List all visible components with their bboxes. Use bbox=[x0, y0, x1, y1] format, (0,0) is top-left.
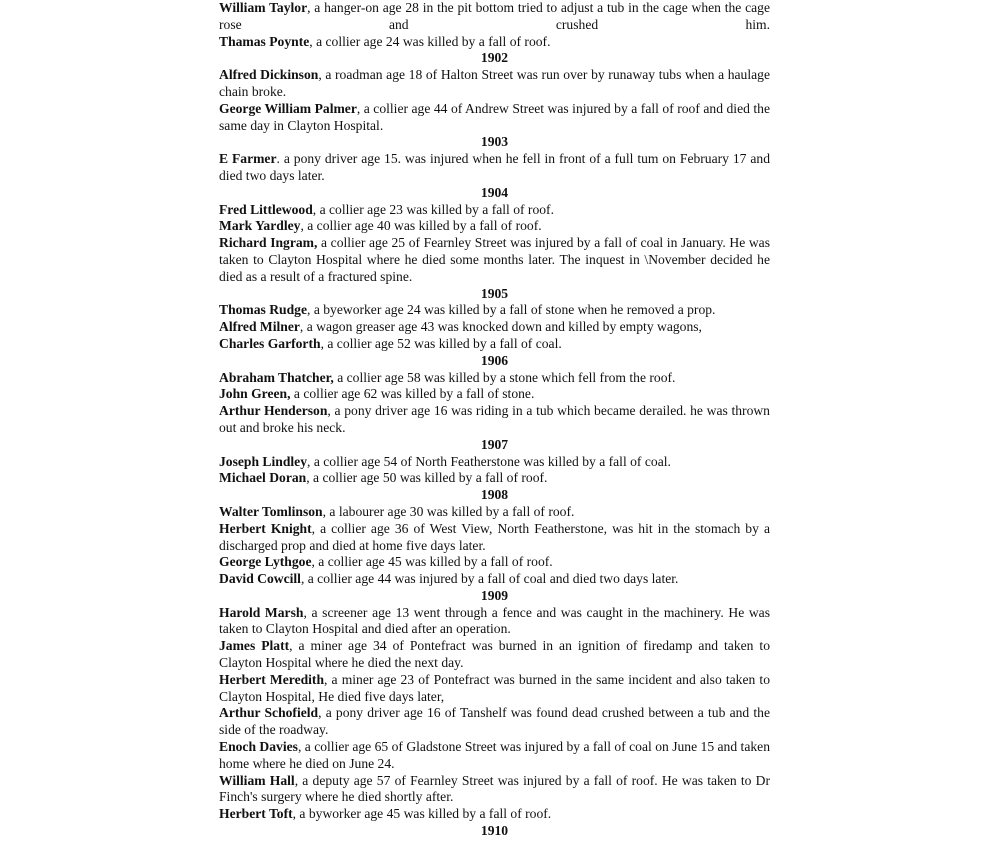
year-heading: 1905 bbox=[480, 285, 509, 301]
accident-entry bbox=[219, 202, 770, 219]
victim-name: Mark Yardley bbox=[219, 218, 301, 234]
accident-description: , a roadman age 18 of Halton Street was run over by runaway tubs when a haulage chain broke. bbox=[219, 67, 770, 99]
victim-name: David Cowcill bbox=[219, 571, 301, 587]
document-page bbox=[219, 0, 770, 840]
accident-entry bbox=[219, 554, 770, 571]
accident-description: , a collier age 45 was killed by a fall of roof. bbox=[311, 554, 553, 570]
accident-description: , a collier age 23 was killed by a fall of roof. bbox=[312, 201, 554, 217]
accident-description: a collier age 25 of Fearnley Street was injured by a fall of coal in January. He was taken to Clayton Hospital where he died some months later. The inquest in \November decided he died as a result of a fractured spine. bbox=[219, 235, 770, 284]
accident-entry bbox=[219, 235, 770, 285]
victim-name: Richard Ingram, bbox=[219, 235, 318, 251]
accident-entry bbox=[219, 319, 770, 336]
accident-description: , a hanger-on age 28 in the pit bottom tried to adjust a tub in the cage when the cage rose and crushed him. bbox=[219, 0, 770, 32]
victim-name: Charles Garforth bbox=[219, 335, 321, 351]
year-heading: 1904 bbox=[480, 184, 509, 200]
victim-name: Thomas Rudge bbox=[219, 302, 308, 318]
victim-name: George William Palmer bbox=[219, 100, 357, 116]
victim-name: George Lythgoe bbox=[219, 554, 312, 570]
accident-description: , a collier age 65 of Gladstone Street was injured by a fall of coal on June 15 and taken home where he died on June 24. bbox=[219, 739, 770, 771]
accident-entry bbox=[219, 101, 770, 135]
accident-description: , a byeworker age 24 was killed by a fall of stone when he removed a prop. bbox=[307, 302, 716, 318]
accident-entry bbox=[219, 67, 770, 101]
accident-entry bbox=[219, 370, 770, 387]
victim-name: Arthur Henderson bbox=[219, 403, 328, 419]
accident-entry bbox=[219, 302, 770, 319]
year-heading: 1903 bbox=[480, 134, 509, 150]
accident-entry bbox=[219, 773, 770, 807]
accident-description: , a collier age 36 of West View, North Featherstone, was hit in the stomach by a discharged prop and died at home five days later. bbox=[219, 520, 770, 553]
accident-entry bbox=[219, 336, 770, 353]
accident-entry bbox=[219, 218, 770, 235]
victim-name: Herbert Knight bbox=[219, 520, 312, 536]
victim-name: Joseph Lindley bbox=[219, 453, 308, 469]
victim-name: E Farmer bbox=[219, 151, 277, 167]
accident-entry bbox=[219, 470, 770, 487]
year-heading: 1909 bbox=[480, 587, 509, 603]
accident-description: , a screener age 13 went through a fence and was caught in the machinery. He was taken to Clayton Hospital and died after an operation. bbox=[219, 604, 771, 637]
year-heading: 1908 bbox=[480, 487, 509, 503]
accident-description: , a collier age 40 was killed by a fall of roof. bbox=[300, 218, 542, 234]
victim-name: Alfred Milner bbox=[219, 319, 300, 335]
victim-name: Herbert Toft bbox=[219, 806, 293, 822]
accident-description: , a collier age 52 was killed by a fall of coal. bbox=[320, 335, 562, 351]
accident-description: , a collier age 44 of Andrew Street was injured by a fall of roof and died the same day in Clayton Hospital. bbox=[219, 100, 771, 133]
accident-entry bbox=[219, 454, 770, 471]
accident-entry bbox=[219, 705, 770, 739]
victim-name: Fred Littlewood bbox=[219, 201, 313, 217]
accident-entry bbox=[219, 0, 770, 34]
accident-entry bbox=[219, 638, 770, 672]
accident-entry bbox=[219, 571, 770, 588]
year-heading: 1906 bbox=[480, 352, 509, 368]
year-heading: 1902 bbox=[480, 50, 509, 66]
accident-entry bbox=[219, 672, 770, 706]
victim-name: Abraham Thatcher, bbox=[219, 369, 334, 385]
victim-name: Walter Tomlinson bbox=[219, 503, 323, 519]
accident-entry bbox=[219, 504, 770, 521]
victim-name: William Hall bbox=[219, 772, 295, 788]
accident-description: , a pony driver age 16 was riding in a tub which became derailed. he was thrown out and broke his neck. bbox=[219, 403, 770, 435]
accident-description: , a collier age 50 was killed by a fall of roof. bbox=[306, 470, 548, 486]
victim-name: Arthur Schofield bbox=[219, 705, 319, 721]
year-heading: 1910 bbox=[480, 823, 509, 839]
victim-name: William Taylor bbox=[219, 0, 308, 15]
accident-description: , a pony driver age 16 of Tanshelf was found dead crushed between a tub and the side of the roadway. bbox=[219, 705, 770, 738]
accident-description: a collier age 62 was killed by a fall of stone. bbox=[290, 386, 535, 402]
accident-description: , a deputy age 57 of Fearnley Street was injured by a fall of roof. He was taken to Dr Finch's surgery where he died shortly after. bbox=[219, 772, 770, 805]
victim-name: Enoch Davies bbox=[219, 739, 298, 755]
accident-entry bbox=[219, 739, 770, 773]
accident-entry bbox=[219, 386, 770, 403]
victim-name: Harold Marsh bbox=[219, 604, 304, 620]
victim-name: James Platt bbox=[219, 638, 290, 654]
accident-entry bbox=[219, 521, 770, 555]
accident-description: . a pony driver age 15. was injured when he fell in front of a full tum on February 17 and died two days later. bbox=[219, 151, 771, 183]
accident-description: , a miner age 23 of Pontefract was burned in the same incident and also taken to Clayton Hospital, He died five days later, bbox=[219, 671, 770, 704]
accident-description: , a labourer age 30 was killed by a fall of roof. bbox=[322, 503, 575, 519]
accident-description: , a collier age 54 of North Featherstone was killed by a fall of coal. bbox=[307, 453, 671, 469]
accident-description: , a miner age 34 of Pontefract was burned in an ignition of firedamp and taken to Clayton Hospital where he died the next day. bbox=[219, 638, 770, 671]
accident-entry bbox=[219, 403, 770, 437]
accident-entry bbox=[219, 806, 770, 823]
accident-entry bbox=[219, 151, 770, 185]
accident-description: , a byworker age 45 was killed by a fall of roof. bbox=[292, 806, 552, 822]
accident-entry bbox=[219, 605, 770, 639]
accident-description: a collier age 58 was killed by a stone which fell from the roof. bbox=[333, 369, 676, 385]
accident-description: , a collier age 44 was injured by a fall of coal and died two days later. bbox=[300, 571, 679, 587]
victim-name: Herbert Meredith bbox=[219, 671, 325, 687]
victim-name: John Green, bbox=[219, 386, 291, 402]
victim-name: Thamas Poynte bbox=[219, 33, 310, 49]
victim-name: Michael Doran bbox=[219, 470, 307, 486]
victim-name: Alfred Dickinson bbox=[219, 67, 319, 83]
accident-description: , a wagon greaser age 43 was knocked down and killed by empty wagons, bbox=[299, 319, 702, 335]
year-heading: 1907 bbox=[480, 436, 509, 452]
accident-entry bbox=[219, 34, 770, 51]
accident-description: , a collier age 24 was killed by a fall of roof. bbox=[309, 33, 551, 49]
